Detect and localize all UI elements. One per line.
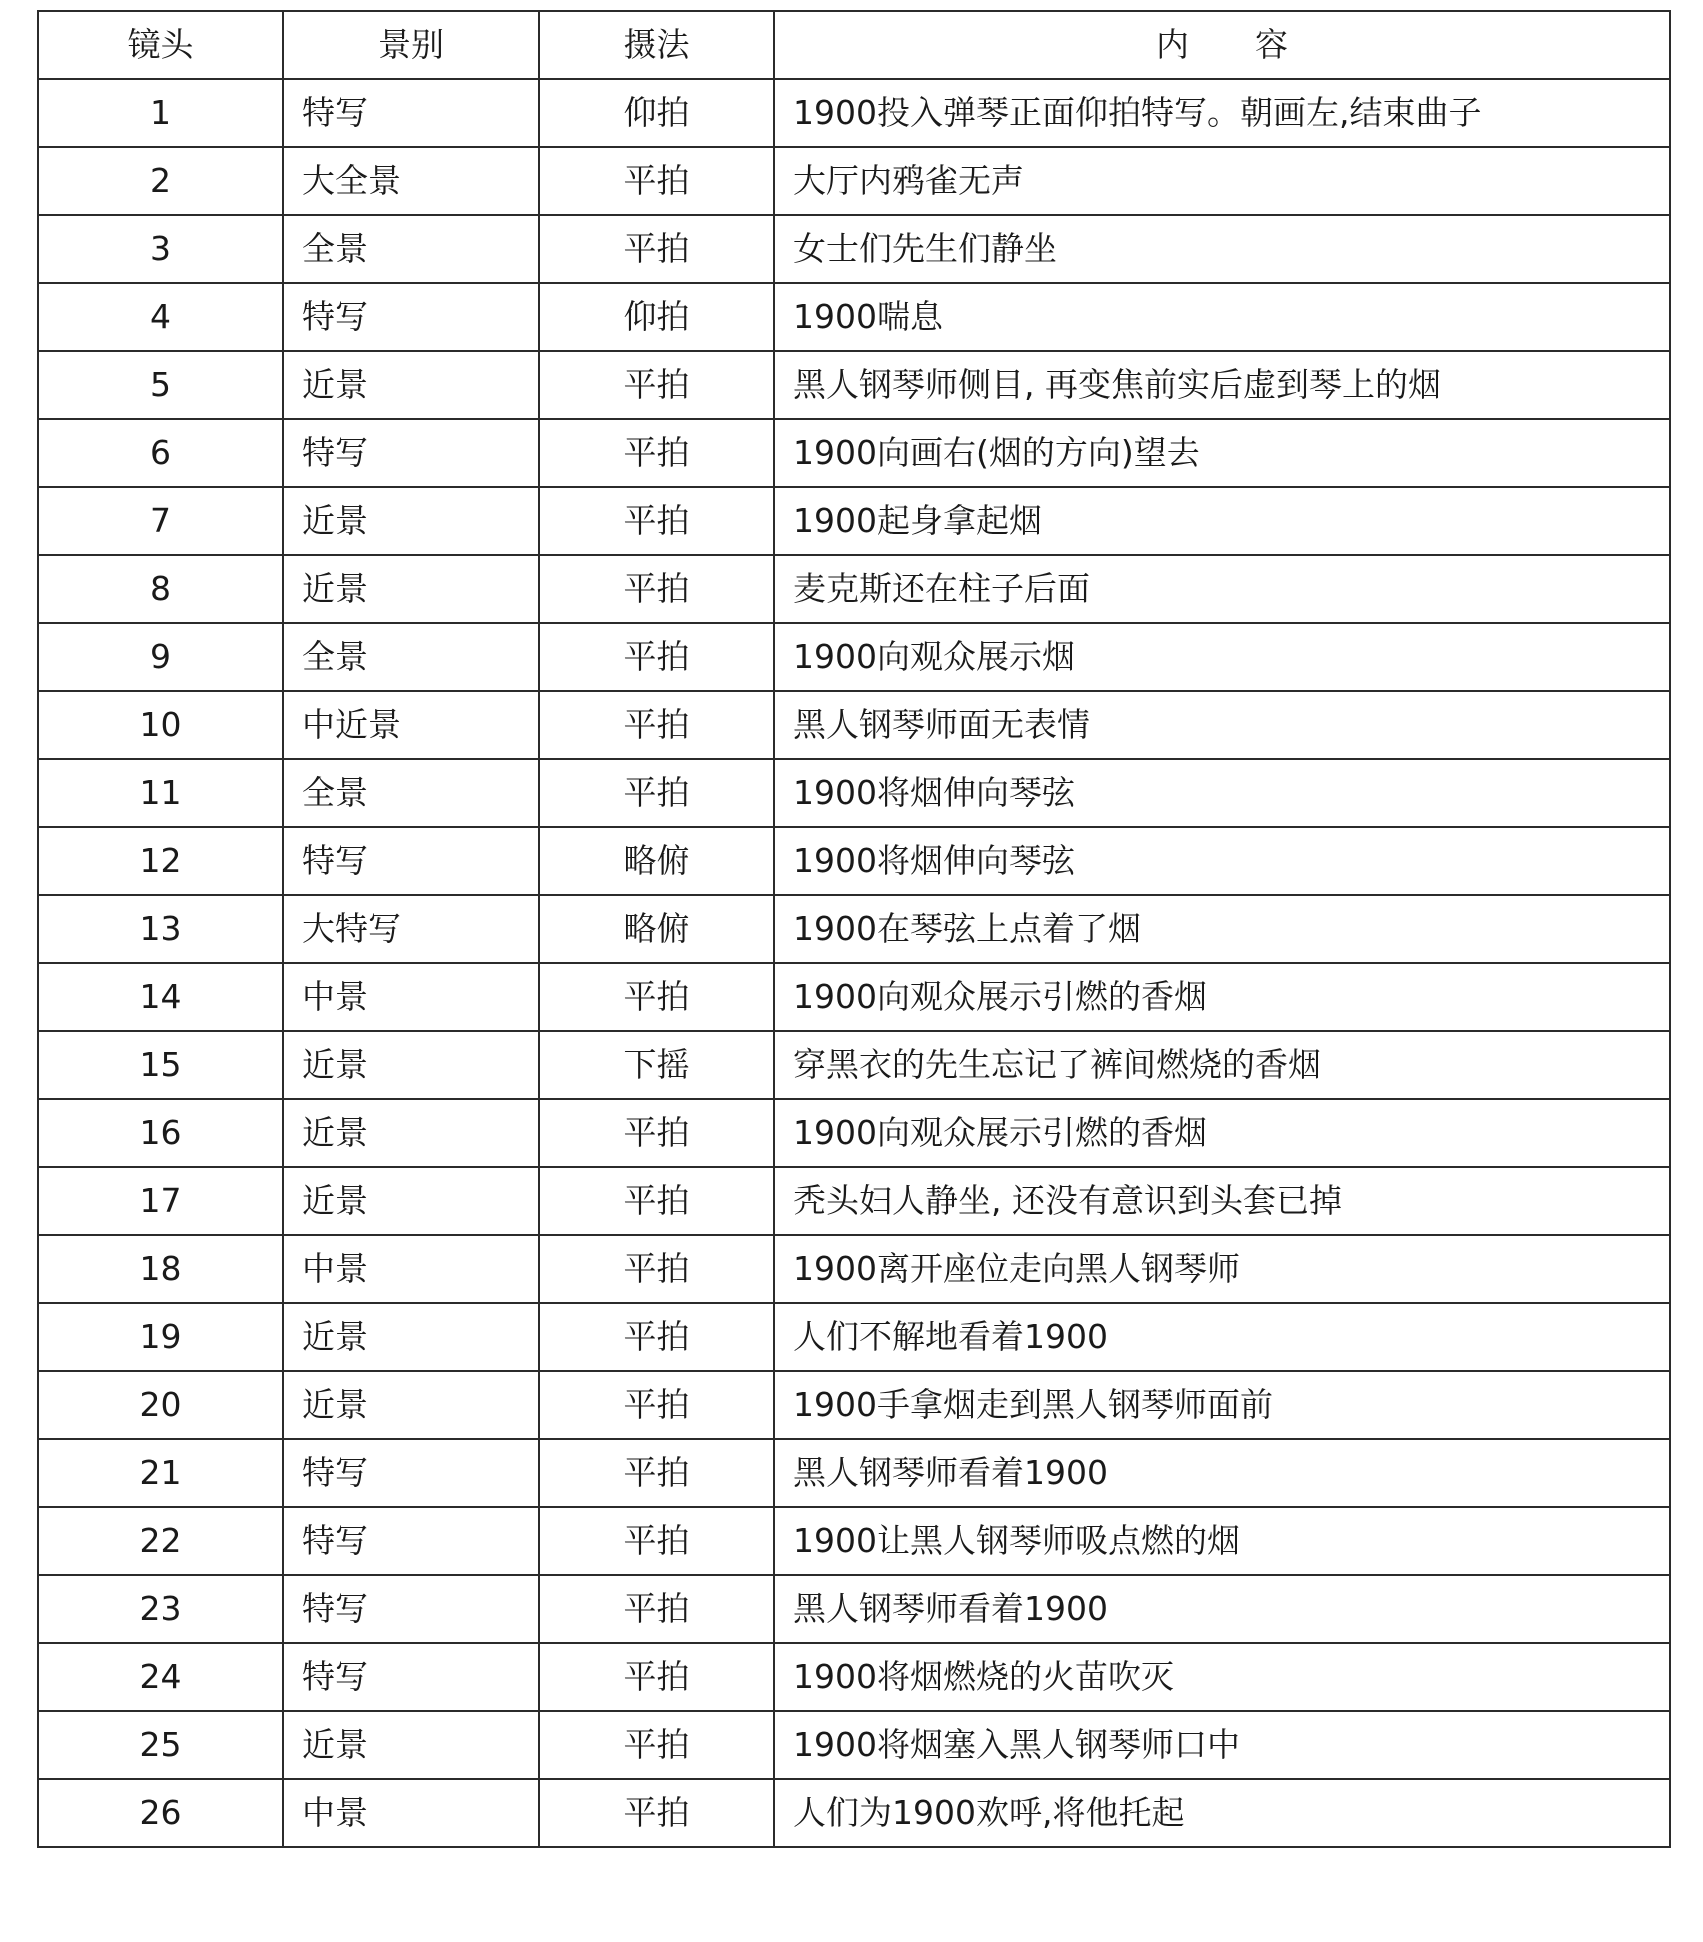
cell-shot-number: 7 bbox=[38, 487, 283, 555]
cell-shot-number: 26 bbox=[38, 1779, 283, 1847]
cell-content: 1900在琴弦上点着了烟 bbox=[774, 895, 1670, 963]
cell-shot-scale: 特写 bbox=[283, 1507, 539, 1575]
table-row bbox=[38, 1643, 1670, 1711]
cell-shot-scale: 中近景 bbox=[283, 691, 539, 759]
cell-shot-scale: 特写 bbox=[283, 79, 539, 147]
cell-camera-method: 平拍 bbox=[539, 1303, 774, 1371]
cell-camera-method: 平拍 bbox=[539, 1439, 774, 1507]
cell-shot-number: 11 bbox=[38, 759, 283, 827]
cell-camera-method: 平拍 bbox=[539, 1779, 774, 1847]
cell-camera-method: 平拍 bbox=[539, 487, 774, 555]
table-row bbox=[38, 1031, 1670, 1099]
cell-shot-scale: 近景 bbox=[283, 1031, 539, 1099]
cell-shot-number: 5 bbox=[38, 351, 283, 419]
table-row bbox=[38, 419, 1670, 487]
cell-content: 黑人钢琴师侧目, 再变焦前实后虚到琴上的烟 bbox=[774, 351, 1670, 419]
cell-camera-method: 平拍 bbox=[539, 691, 774, 759]
cell-content: 麦克斯还在柱子后面 bbox=[774, 555, 1670, 623]
cell-shot-number: 16 bbox=[38, 1099, 283, 1167]
cell-camera-method: 平拍 bbox=[539, 1575, 774, 1643]
cell-shot-number: 4 bbox=[38, 283, 283, 351]
cell-shot-scale: 近景 bbox=[283, 487, 539, 555]
cell-content: 黑人钢琴师面无表情 bbox=[774, 691, 1670, 759]
cell-camera-method: 平拍 bbox=[539, 1507, 774, 1575]
cell-shot-number: 12 bbox=[38, 827, 283, 895]
cell-content: 黑人钢琴师看着1900 bbox=[774, 1439, 1670, 1507]
shot-list-table bbox=[37, 10, 1671, 1848]
table-row bbox=[38, 895, 1670, 963]
cell-content: 1900向观众展示烟 bbox=[774, 623, 1670, 691]
cell-content: 1900将烟伸向琴弦 bbox=[774, 759, 1670, 827]
cell-camera-method: 平拍 bbox=[539, 1235, 774, 1303]
table-row bbox=[38, 623, 1670, 691]
cell-shot-number: 19 bbox=[38, 1303, 283, 1371]
cell-shot-number: 6 bbox=[38, 419, 283, 487]
table-row bbox=[38, 1371, 1670, 1439]
cell-content: 1900手拿烟走到黑人钢琴师面前 bbox=[774, 1371, 1670, 1439]
cell-content: 1900离开座位走向黑人钢琴师 bbox=[774, 1235, 1670, 1303]
cell-content: 1900向观众展示引燃的香烟 bbox=[774, 1099, 1670, 1167]
cell-content: 1900将烟塞入黑人钢琴师口中 bbox=[774, 1711, 1670, 1779]
cell-camera-method: 下摇 bbox=[539, 1031, 774, 1099]
cell-shot-number: 2 bbox=[38, 147, 283, 215]
cell-shot-scale: 近景 bbox=[283, 1303, 539, 1371]
table-row bbox=[38, 1779, 1670, 1847]
table-row bbox=[38, 283, 1670, 351]
table-row bbox=[38, 1575, 1670, 1643]
cell-shot-scale: 特写 bbox=[283, 419, 539, 487]
cell-content: 1900向观众展示引燃的香烟 bbox=[774, 963, 1670, 1031]
cell-shot-scale: 大全景 bbox=[283, 147, 539, 215]
cell-camera-method: 略俯 bbox=[539, 827, 774, 895]
cell-camera-method: 平拍 bbox=[539, 1371, 774, 1439]
cell-camera-method: 仰拍 bbox=[539, 283, 774, 351]
table-row bbox=[38, 147, 1670, 215]
cell-content: 秃头妇人静坐, 还没有意识到头套已掉 bbox=[774, 1167, 1670, 1235]
cell-content: 人们为1900欢呼,将他托起 bbox=[774, 1779, 1670, 1847]
table-row bbox=[38, 1303, 1670, 1371]
table-row bbox=[38, 1439, 1670, 1507]
cell-camera-method: 平拍 bbox=[539, 351, 774, 419]
cell-shot-number: 1 bbox=[38, 79, 283, 147]
table-row bbox=[38, 487, 1670, 555]
header-content: 内 容 bbox=[774, 11, 1670, 79]
cell-shot-scale: 特写 bbox=[283, 827, 539, 895]
header-shot-scale: 景别 bbox=[283, 11, 539, 79]
cell-camera-method: 仰拍 bbox=[539, 79, 774, 147]
cell-shot-number: 20 bbox=[38, 1371, 283, 1439]
table-row bbox=[38, 691, 1670, 759]
table-row bbox=[38, 963, 1670, 1031]
header-shot-number: 镜头 bbox=[38, 11, 283, 79]
cell-shot-number: 14 bbox=[38, 963, 283, 1031]
table-row bbox=[38, 1099, 1670, 1167]
table-row bbox=[38, 79, 1670, 147]
cell-content: 1900让黑人钢琴师吸点燃的烟 bbox=[774, 1507, 1670, 1575]
cell-shot-number: 3 bbox=[38, 215, 283, 283]
cell-shot-number: 17 bbox=[38, 1167, 283, 1235]
cell-shot-scale: 中景 bbox=[283, 963, 539, 1031]
cell-shot-scale: 近景 bbox=[283, 1371, 539, 1439]
cell-camera-method: 平拍 bbox=[539, 555, 774, 623]
cell-camera-method: 平拍 bbox=[539, 1711, 774, 1779]
header-row bbox=[38, 11, 1670, 79]
table-row bbox=[38, 1711, 1670, 1779]
cell-content: 1900喘息 bbox=[774, 283, 1670, 351]
cell-shot-scale: 全景 bbox=[283, 623, 539, 691]
table-row bbox=[38, 215, 1670, 283]
cell-camera-method: 平拍 bbox=[539, 419, 774, 487]
table-body bbox=[38, 79, 1670, 1847]
cell-content: 人们不解地看着1900 bbox=[774, 1303, 1670, 1371]
cell-camera-method: 平拍 bbox=[539, 963, 774, 1031]
cell-content: 黑人钢琴师看着1900 bbox=[774, 1575, 1670, 1643]
cell-shot-number: 10 bbox=[38, 691, 283, 759]
cell-shot-number: 9 bbox=[38, 623, 283, 691]
cell-shot-scale: 近景 bbox=[283, 555, 539, 623]
cell-shot-number: 24 bbox=[38, 1643, 283, 1711]
cell-shot-scale: 全景 bbox=[283, 215, 539, 283]
cell-camera-method: 平拍 bbox=[539, 623, 774, 691]
table-header bbox=[38, 11, 1670, 79]
cell-camera-method: 平拍 bbox=[539, 215, 774, 283]
cell-camera-method: 平拍 bbox=[539, 1167, 774, 1235]
cell-shot-number: 22 bbox=[38, 1507, 283, 1575]
cell-content: 1900投入弹琴正面仰拍特写。朝画左,结束曲子 bbox=[774, 79, 1670, 147]
cell-camera-method: 平拍 bbox=[539, 147, 774, 215]
table-row bbox=[38, 827, 1670, 895]
cell-shot-number: 8 bbox=[38, 555, 283, 623]
cell-content: 1900将烟伸向琴弦 bbox=[774, 827, 1670, 895]
table-row bbox=[38, 1167, 1670, 1235]
cell-content: 1900向画右(烟的方向)望去 bbox=[774, 419, 1670, 487]
cell-camera-method: 平拍 bbox=[539, 759, 774, 827]
cell-shot-scale: 近景 bbox=[283, 1711, 539, 1779]
cell-shot-scale: 中景 bbox=[283, 1779, 539, 1847]
cell-shot-scale: 中景 bbox=[283, 1235, 539, 1303]
cell-shot-scale: 近景 bbox=[283, 351, 539, 419]
table-row bbox=[38, 759, 1670, 827]
cell-shot-number: 13 bbox=[38, 895, 283, 963]
cell-content: 1900起身拿起烟 bbox=[774, 487, 1670, 555]
cell-camera-method: 略俯 bbox=[539, 895, 774, 963]
cell-content: 1900将烟燃烧的火苗吹灭 bbox=[774, 1643, 1670, 1711]
cell-shot-number: 23 bbox=[38, 1575, 283, 1643]
cell-content: 大厅内鸦雀无声 bbox=[774, 147, 1670, 215]
cell-shot-number: 15 bbox=[38, 1031, 283, 1099]
cell-shot-number: 25 bbox=[38, 1711, 283, 1779]
cell-shot-number: 18 bbox=[38, 1235, 283, 1303]
cell-shot-number: 21 bbox=[38, 1439, 283, 1507]
table-row bbox=[38, 1235, 1670, 1303]
table-row bbox=[38, 1507, 1670, 1575]
cell-content: 女士们先生们静坐 bbox=[774, 215, 1670, 283]
cell-content: 穿黑衣的先生忘记了裤间燃烧的香烟 bbox=[774, 1031, 1670, 1099]
table-row bbox=[38, 555, 1670, 623]
cell-shot-scale: 近景 bbox=[283, 1167, 539, 1235]
cell-shot-scale: 特写 bbox=[283, 1575, 539, 1643]
cell-shot-scale: 特写 bbox=[283, 1643, 539, 1711]
cell-shot-scale: 特写 bbox=[283, 1439, 539, 1507]
cell-shot-scale: 全景 bbox=[283, 759, 539, 827]
cell-camera-method: 平拍 bbox=[539, 1643, 774, 1711]
table-row bbox=[38, 351, 1670, 419]
header-camera-method: 摄法 bbox=[539, 11, 774, 79]
cell-shot-scale: 特写 bbox=[283, 283, 539, 351]
cell-camera-method: 平拍 bbox=[539, 1099, 774, 1167]
cell-shot-scale: 近景 bbox=[283, 1099, 539, 1167]
cell-shot-scale: 大特写 bbox=[283, 895, 539, 963]
